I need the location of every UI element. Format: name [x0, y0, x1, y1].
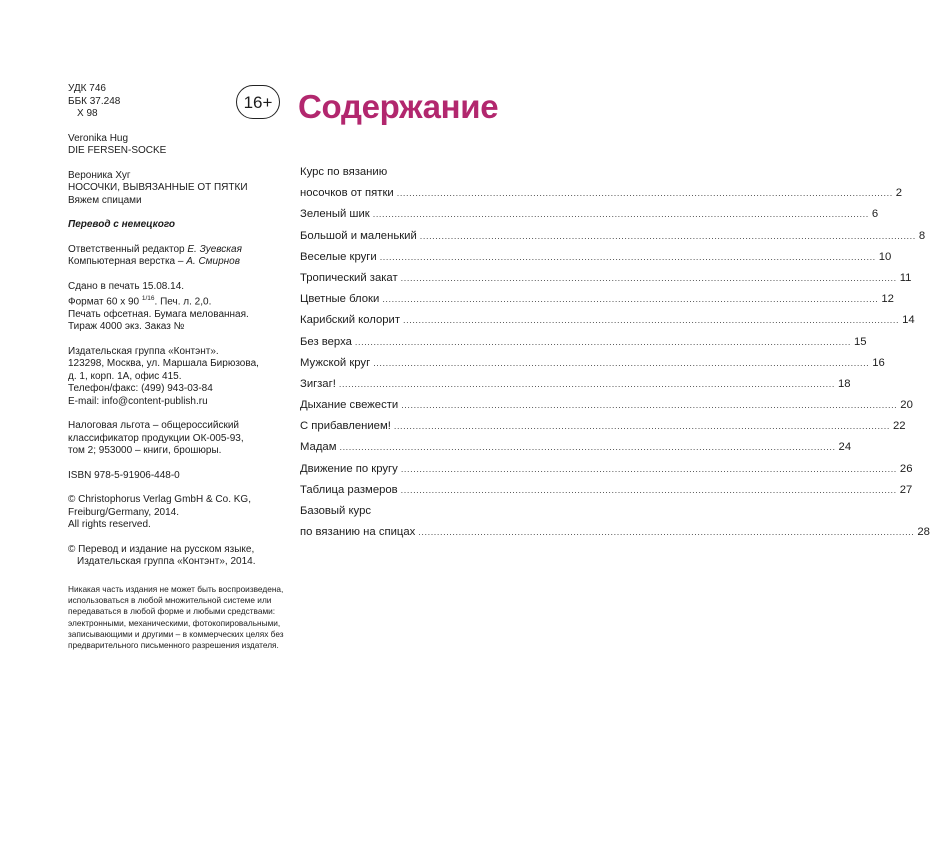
toc-entry-title: Веселые круги: [300, 250, 377, 263]
original-author: Veronika Hug: [68, 132, 129, 144]
toc-leader-dots: ................................................................................................................................................................: [403, 315, 900, 326]
toc-entry-title: Зеленый шик: [300, 208, 370, 221]
toc-entry-title: Мужской круг: [300, 356, 371, 369]
toc-entry-title: Большой и маленький: [300, 229, 417, 242]
bbk-code: ББК 37.248: [68, 95, 121, 107]
toc-entry-title: Без верха: [300, 335, 352, 348]
toc-leader-dots: ................................................................................................................................................................: [418, 527, 915, 538]
age-rating-badge: 16+: [236, 85, 280, 119]
toc-page-number: 18: [837, 377, 851, 390]
toc-entry[interactable]: [300, 250, 892, 272]
copyright-line: © Christophorus Verlag GmbH & Co. KG,: [68, 494, 251, 506]
copyright-line: All rights reserved.: [68, 519, 151, 531]
toc-page-number: 6: [871, 208, 879, 221]
tax-info: [68, 420, 293, 458]
toc-page-number: 2: [895, 187, 903, 200]
toc-page-number: 10: [878, 250, 892, 263]
toc-entry[interactable]: [300, 229, 926, 251]
notice-line: предварительного письменного разрешения издателя.: [68, 640, 279, 651]
publisher-line: 123298, Москва, ул. Маршала Бирюзова,: [68, 358, 259, 370]
toc-entry-title: Движение по кругу: [300, 462, 398, 475]
notice-line: использоваться в любой множительной системе или: [68, 595, 272, 606]
format-sheets: . Печ. л. 2,0.: [154, 296, 212, 308]
toc-leader-dots: ................................................................................................................................................................: [354, 336, 851, 347]
toc-entry[interactable]: [300, 187, 903, 208]
toc-leader-dots: ................................................................................................................................................................: [401, 400, 898, 411]
imprint-column: [68, 83, 293, 652]
original-title: DIE FERSEN-SOCKE: [68, 145, 167, 156]
translation-label: Перевод с немецкого: [68, 219, 176, 230]
original-edition: [68, 133, 293, 158]
toc-leader-dots: ................................................................................................................................................................: [396, 188, 893, 199]
toc-leader-dots: ................................................................................................................................................................: [339, 442, 836, 453]
toc-entry[interactable]: [300, 377, 851, 399]
isbn: ISBN 978-5-91906-448-0: [68, 469, 180, 481]
ru-copyright-block: [68, 544, 293, 569]
toc-entry[interactable]: [300, 420, 906, 441]
isbn-block: [68, 470, 293, 483]
toc-leader-dots: ................................................................................................................................................................: [373, 357, 870, 368]
publisher-info: [68, 346, 293, 409]
publisher-line: Телефон/факс: (499) 943-03-84: [68, 383, 213, 395]
layout-line: [68, 256, 293, 269]
udk-code: УДК 746: [68, 83, 106, 94]
toc-leader-dots: ................................................................................................................................................................: [419, 230, 916, 241]
toc-entry-title: носочков от пятки: [300, 187, 394, 200]
toc-leader-dots: ................................................................................................................................................................: [338, 378, 835, 389]
toc-entry-title: Курс по вязанию: [300, 166, 388, 178]
notice-line: передаваться в любой форме и любыми средствами:: [68, 606, 276, 617]
editor-label: Ответственный редактор: [68, 243, 185, 255]
toc-entry-title: Дыхание свежести: [300, 399, 399, 412]
toc-leader-dots: ................................................................................................................................................................: [400, 484, 897, 495]
toc-entry[interactable]: [300, 314, 915, 335]
format-text: Формат 60 х 90: [68, 296, 140, 308]
toc-entry-title: Зигзаг!: [300, 377, 336, 390]
toc-entry[interactable]: [300, 166, 503, 187]
book-title: НОСОЧКИ, ВЫВЯЗАННЫЕ ОТ ПЯТКИ: [68, 182, 248, 193]
toc-leader-dots: ................................................................................................................................................................: [400, 272, 897, 283]
notice-line: электронными, механическими, фотокопировальными,: [68, 617, 281, 628]
toc-leader-dots: ................................................................................................................................................................: [393, 421, 890, 432]
toc-page-number: 12: [881, 293, 894, 306]
toc-entry-title: С прибавлением!: [300, 420, 391, 433]
author-mark: Х 98: [77, 108, 98, 119]
toc-entry[interactable]: [300, 526, 930, 547]
toc-entry-title: Цветные блоки: [300, 293, 380, 306]
toc-leader-dots: ................................................................................................................................................................: [372, 209, 869, 220]
ru-copyright-line: © Перевод и издание на русском языке,: [68, 543, 255, 555]
toc-entry-title: Тропический закат: [300, 271, 398, 284]
tax-line: Налоговая льгота – общероссийский: [68, 420, 240, 432]
toc-page-number: 20: [900, 399, 913, 412]
toc-entry[interactable]: [300, 208, 879, 229]
toc-page-number: 27: [899, 483, 913, 496]
credits: [68, 244, 293, 269]
tax-line: том 2; 953000 – книги, брошюры.: [68, 445, 222, 457]
toc-page-number: 24: [838, 441, 852, 454]
toc-entry[interactable]: [300, 335, 867, 357]
toc-entry[interactable]: [300, 271, 912, 293]
toc-entry[interactable]: [300, 483, 913, 505]
toc-entry[interactable]: [300, 356, 885, 378]
notice-line: записывающими и другими – в коммерческих целях без: [68, 629, 284, 640]
publisher-line: Издательская группа «Контэнт».: [68, 345, 219, 357]
circulation: Тираж 4000 экз. Заказ №: [68, 321, 185, 333]
copyright-line: Freiburg/Germany, 2014.: [68, 506, 179, 518]
toc-page-number: 14: [902, 314, 915, 327]
copyright-block: [68, 494, 293, 532]
toc-leader-dots: ................................................................................................................................................................: [379, 251, 876, 262]
toc-entry-title: по вязанию на спицах: [300, 526, 416, 539]
publisher-line: д. 1, корп. 1А, офис 415.: [68, 370, 182, 382]
layout-label: Компьютерная верстка –: [68, 256, 184, 267]
rights-notice: [68, 584, 293, 652]
layout-name: А. Смирнов: [186, 256, 240, 267]
publisher-line: E-mail: info@content-publish.ru: [68, 395, 208, 407]
editor-line: [68, 244, 293, 257]
tax-line: классификатор продукции ОК-005-93,: [68, 432, 244, 444]
notice-line: Никакая часть издания не может быть воспроизведена,: [68, 583, 284, 594]
print-type: Печать офсетная. Бумага мелованная.: [68, 308, 249, 320]
toc-title: Содержание: [298, 88, 499, 125]
toc-entry[interactable]: [300, 505, 503, 526]
toc-page-number: 15: [853, 335, 867, 348]
toc-leader-dots: ................................................................................................................................................................: [382, 294, 879, 305]
translation-note: [68, 219, 293, 232]
table-of-contents: [300, 166, 930, 547]
toc-page-number: 11: [899, 271, 912, 284]
book-info: [68, 170, 293, 208]
toc-page-number: 28: [917, 526, 930, 539]
toc-page-number: 22: [892, 420, 906, 433]
format-fraction: 1/16: [141, 295, 155, 302]
toc-leader-dots: ................................................................................................................................................................: [400, 463, 897, 474]
ru-copyright-line: Издательская группа «Контэнт», 2014.: [77, 556, 256, 568]
toc-entry[interactable]: [300, 441, 852, 462]
toc-entry-title: Карибский колорит: [300, 314, 401, 327]
toc-page-number: 8: [918, 229, 926, 242]
print-details: [68, 281, 293, 334]
toc-entry[interactable]: [300, 293, 894, 314]
editor-name: Е. Зуевская: [187, 243, 242, 255]
toc-page-number: 16: [872, 356, 885, 369]
toc-page-number: 26: [899, 462, 913, 475]
toc-entry[interactable]: [300, 462, 913, 484]
toc-entry-title: Таблица размеров: [300, 483, 398, 496]
book-subtitle: Вяжем спицами: [68, 194, 142, 206]
toc-entry[interactable]: [300, 399, 913, 420]
toc-entry-title: Базовый курс: [300, 505, 371, 517]
toc-entry-title: Мадам: [300, 441, 337, 454]
print-date: Сдано в печать 15.08.14.: [68, 280, 185, 292]
book-author: Вероника Хуг: [68, 169, 131, 181]
format-line: [68, 293, 293, 309]
